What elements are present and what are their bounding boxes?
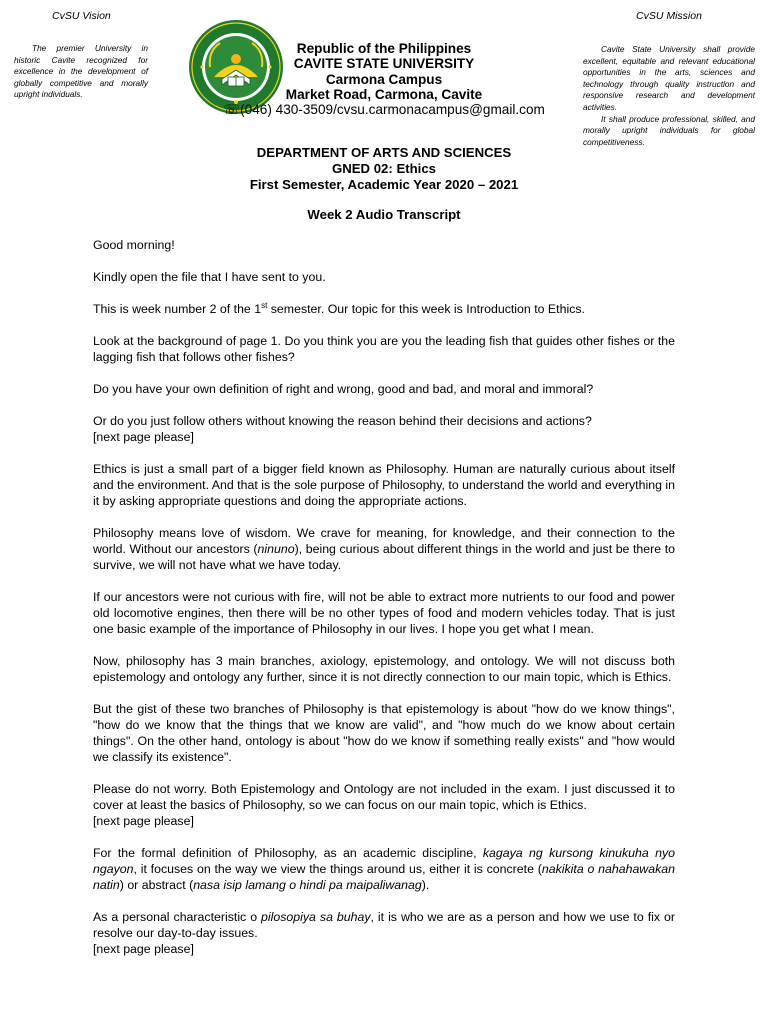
mission-text: [583, 44, 755, 148]
paragraph: [93, 845, 675, 893]
semester-line: First Semester, Academic Year 2020 – 2021: [249, 177, 519, 192]
paragraph-text: For the formal definition of Philosophy, as an academic discipline,: [93, 846, 483, 860]
paragraph-text: , it is who we are as a person and how we use to fix or resolve our day-to-day issues.: [93, 910, 675, 940]
header-address: Market Road, Carmona, Cavite: [285, 87, 483, 102]
mission-statement-1: Cavite State University shall provide excellent, equitable and relevant educational opportunities in the arts, sciences and technology through quality instruction and responsive research and development activities.: [583, 44, 755, 112]
paragraph: [93, 413, 675, 445]
vision-statement: The premier University in historic Cavite recognized for excellence in the development of globally competitive and morally upright individuals.: [14, 43, 148, 100]
paragraph: Now, philosophy has 3 main branches, axiology, epistemology, and ontology. We will not discuss both epistemology and ontology any further, since it is not directly connection to our main topic, which is Ethics.: [93, 654, 675, 684]
header-contact: [200, 102, 568, 118]
italic-term: ninuno: [257, 542, 295, 556]
paragraph: If our ancestors were not curious with fire, will not be able to extract more nutrients to our food and power old locomotive engines, then there will be no other types of food and modern vehicles today. That is just one basic example of the importance of Philosophy in our lives. I hope you get what I mean.: [93, 590, 675, 636]
italic-term: nasa isip lamang o hindi pa maipaliwanag: [193, 878, 422, 892]
paragraph: [93, 525, 675, 573]
paragraph-text: Please do not worry. Both Epistemology and Ontology are not included in the exam. I just discussed it to cover at least the basics of Philosophy, so we can focus on our main topic, which is Ethics.: [93, 782, 675, 812]
paragraph-text: ) or abstract (: [119, 878, 194, 892]
italic-term: kagaya ng kursong kinukuha nyo ngayon: [93, 846, 675, 876]
italic-term: nakikita o nahahawakan natin: [93, 862, 675, 892]
ordinal-suffix: st: [261, 300, 268, 310]
department-name: DEPARTMENT OF ARTS AND SCIENCES: [256, 145, 512, 160]
paragraph: Kindly open the file that I have sent to you.: [93, 270, 326, 284]
paragraph-text: As a personal characteristic o: [93, 910, 262, 924]
next-page-note: [next page please]: [93, 430, 194, 444]
mission-statement-2: It shall produce professional, skilled, and morally upright individuals for global competitiveness.: [583, 113, 755, 147]
header-university: CAVITE STATE UNIVERSITY: [293, 56, 475, 71]
paragraph: Ethics is just a small part of a bigger field known as Philosophy. Human are naturally curious about itself and the environment. And that is the sole purpose of Philosophy, to understand the world and everything in it by asking appropriate questions and doing the appropriate actions.: [93, 462, 675, 508]
paragraph: But the gist of these two branches of Philosophy is that epistemology is about "how do we know things", "how do we know that the things that we know are valid", and "how much do we know about certain things". On the other hand, ontology is about "how do we know if something really exists" and "how would we classify its existence".: [93, 702, 675, 764]
paragraph-text: Or do you just follow others without knowing the reason behind their decisions and actions?: [93, 414, 592, 428]
paragraph: [93, 301, 675, 317]
paragraph-text: This is week number 2 of the 1: [93, 302, 262, 316]
contact-text: (046) 430-3509/cvsu.carmonacampus@gmail.com: [240, 102, 545, 117]
paragraph-text: ), being curious about different things in the world and just be there to survive, we will not have what we have today.: [93, 542, 675, 572]
paragraph: [93, 781, 675, 829]
paragraph-text: semester. Our topic for this week is Introduction to Ethics.: [267, 302, 585, 316]
paragraph-text: Philosophy means love of wisdom. We crave for meaning, for knowledge, and their connection to the world. Without our ancestors (: [93, 526, 675, 556]
telephone-icon: ☏: [223, 102, 241, 117]
paragraph: Do you have your own definition of right and wrong, good and bad, and moral and immoral?: [93, 382, 594, 396]
paragraph: Good morning!: [93, 238, 175, 252]
transcript-title: Week 2 Audio Transcript: [307, 207, 461, 222]
paragraph-text: ).: [421, 878, 430, 892]
next-page-note: [next page please]: [93, 814, 194, 828]
transcript-body: [93, 237, 675, 973]
vision-heading: CvSU Vision: [52, 10, 111, 22]
italic-term: pilosopiya sa buhay: [261, 910, 371, 924]
paragraph: Look at the background of page 1. Do you think you are you the leading fish that guides other fishes or the lagging fish that follows other fishes?: [93, 334, 675, 364]
mission-heading: CvSU Mission: [636, 10, 702, 22]
course-code: GNED 02: Ethics: [331, 161, 437, 176]
paragraph-text: , it focuses on the way we view the things around us, either it is concrete (: [133, 862, 542, 876]
paragraph: [93, 909, 675, 957]
header-republic: Republic of the Philippines: [296, 41, 472, 56]
header-campus: Carmona Campus: [325, 72, 443, 87]
next-page-note: [next page please]: [93, 942, 194, 956]
vision-text: [14, 43, 148, 101]
